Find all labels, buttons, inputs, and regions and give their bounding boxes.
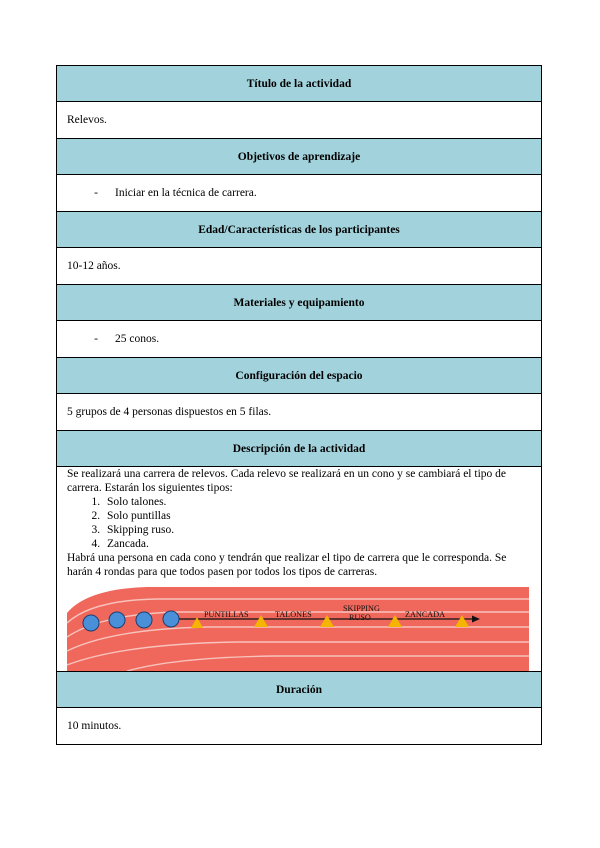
- duration-value: 10 minutos.: [57, 708, 542, 745]
- title-header: Título de la actividad: [57, 66, 542, 102]
- run-type-item: 4. Zancada.: [103, 537, 531, 551]
- runner-icon: [163, 611, 179, 627]
- zone-label-zancada: ZANCADA: [405, 610, 446, 619]
- age-value: 10-12 años.: [57, 248, 542, 285]
- zone-label-puntillas: PUNTILLAS: [204, 610, 249, 619]
- objectives-header: Objetivos de aprendizaje: [57, 139, 542, 175]
- age-header: Edad/Características de los participantes: [57, 212, 542, 248]
- zone-label-skipping: SKIPPING: [343, 604, 380, 613]
- objectives-list: [57, 175, 542, 212]
- duration-header: Duración: [57, 672, 542, 708]
- bullet-dash: -: [94, 187, 98, 199]
- activity-table: [56, 65, 542, 745]
- run-type-item: 2. Solo puntillas: [103, 509, 531, 523]
- zone-label-talones: TALONES: [275, 610, 312, 619]
- materials-list: [57, 321, 542, 358]
- activity-sheet: [56, 65, 542, 745]
- relay-track-diagram: [67, 583, 529, 671]
- space-value: 5 grupos de 4 personas dispuestos en 5 filas.: [57, 394, 542, 431]
- space-header: Configuración del espacio: [57, 358, 542, 394]
- description-outro: Habrá una persona en cada cono y tendrán que realizar el tipo de carrera que le corresponda. Se harán 4 rondas para que todos pasen por todos los tipos de carreras.: [67, 552, 507, 578]
- title-value: Relevos.: [57, 102, 542, 139]
- bullet-dash: -: [94, 333, 98, 345]
- description-intro: Se realizará una carrera de relevos. Cada relevo se realizará en un cono y se cambiará el tipo de carrera. Estarán los siguientes tipos:: [67, 468, 506, 494]
- runner-icon: [83, 615, 99, 631]
- zone-label-ruso: RUSO: [349, 613, 371, 622]
- material-item: 25 conos.: [115, 333, 160, 345]
- run-type-item: 1. Solo talones.: [103, 495, 531, 509]
- run-types-list: [67, 495, 531, 551]
- run-type-item: 3. Skipping ruso.: [103, 523, 531, 537]
- materials-header: Materiales y equipamiento: [57, 285, 542, 321]
- runner-icon: [136, 612, 152, 628]
- runner-icon: [109, 612, 125, 628]
- description-body: [57, 467, 542, 672]
- objective-item: Iniciar en la técnica de carrera.: [115, 187, 257, 199]
- description-header: Descripción de la actividad: [57, 431, 542, 467]
